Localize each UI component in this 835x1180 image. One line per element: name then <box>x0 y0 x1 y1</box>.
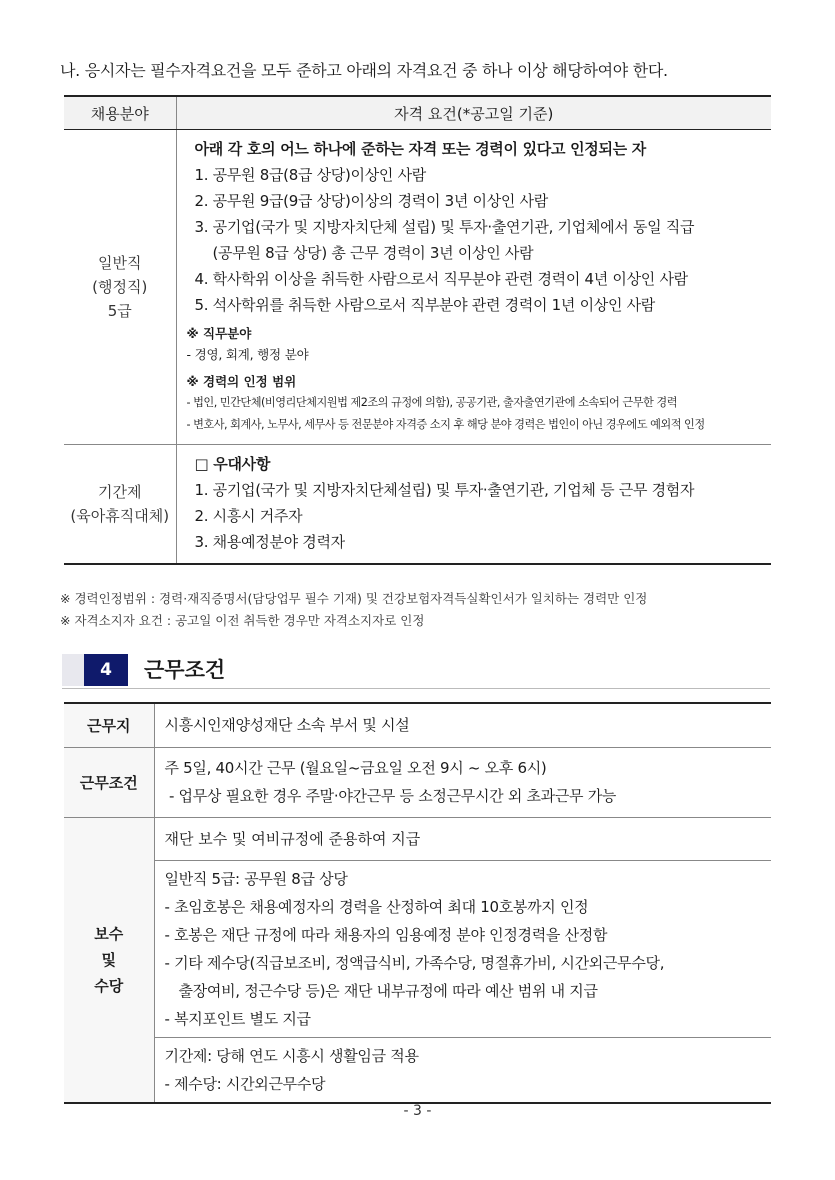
footnote: ※ 경력인정범위 : 경력·재직증명서(담당업무 필수 기재) 및 건강보험자격득실확인서가 일치하는 경력만 인정 <box>60 591 648 606</box>
field-text: - 경영, 회계, 행정 분야 <box>186 347 309 362</box>
footnotes <box>60 588 647 632</box>
conditions-value: 주 5일, 40시간 근무 (월요일~금요일 오전 9시 ~ 오후 6시) - 업무상 필요한 경우 주말·야간근무 등 소정근무시간 외 초과근무 가능 <box>154 747 771 817</box>
requirements-general <box>176 130 771 445</box>
table-row <box>64 817 771 1103</box>
list-item: 1. 공기업(국가 및 지방자치단체설립) 및 투자·출연기관, 기업체 등 근무 경험자 <box>194 481 695 499</box>
table-row <box>64 703 771 747</box>
list-item-continued: (공무원 8급 상당) 총 근무 경력이 3년 이상인 사람 <box>212 244 534 262</box>
footnote: ※ 자격소지자 요건 : 공고일 이전 취득한 경우만 자격소지자로 인정 <box>60 613 425 628</box>
conditions-label: 근무조건 <box>64 747 154 817</box>
list-item: 3. 공기업(국가 및 지방자치단체 설립) 및 투자·출연기관, 기업체에서 동일 직급 <box>194 218 695 236</box>
list-item: 5. 석사학위를 취득한 사람으로서 직부분야 관련 경력이 1년 이상인 사람 <box>194 296 655 314</box>
header-field: 채용분야 <box>64 96 176 130</box>
section-heading <box>62 652 770 689</box>
career-line: - 변호사, 회계사, 노무사, 세무사 등 전문분야 자격증 소지 후 해당 분야 경력은 법인이 아닌 경우에도 예외적 인정 <box>186 418 705 431</box>
pay-label: 보수 및 수당 <box>64 817 154 1103</box>
workplace-value: 시흥시인재양성재단 소속 부서 및 시설 <box>154 703 771 747</box>
page-number: - 3 - <box>403 1103 432 1119</box>
list-item: 3. 채용예정분야 경력자 <box>194 533 345 551</box>
pay-value <box>154 817 771 1103</box>
intro-text: 나. 응시자는 필수자격요건을 모두 준하고 아래의 자격요건 중 하나 이상 해당하여야 한다. <box>60 61 668 80</box>
pay-intro: 재단 보수 및 여비규정에 준용하여 지급 <box>155 818 772 861</box>
section-title: 근무조건 <box>144 658 226 682</box>
list-item: 1. 공무원 8급(8급 상당)이상인 사람 <box>194 166 426 184</box>
header-requirements: 자격 요건(*공고일 기준) <box>176 96 771 130</box>
preference-heading: □ 우대사항 <box>194 455 271 473</box>
list-item: 2. 공무원 9급(9급 상당)이상의 경력이 3년 이상인 사람 <box>194 192 548 210</box>
qualification-table <box>64 95 771 565</box>
pay-general: 일반직 5급: 공무원 8급 상당 - 초임호봉은 채용예정자의 경력을 산정하여 최대 10호봉까지 인정 - 호봉은 재단 규정에 따라 채용자의 임용예정 분야 인정경력을 산정함 - 기타 제수당(직급보조비, 정액급식비, 가족수당, 명절휴가비, 시간외근무수당, 출장여비, 정근수당 등)은 재단 내부규정에 따라 예산 범위 내 지급 - 복지포인트 별도 지급 <box>155 861 772 1038</box>
category-general: 일반직 (행정직) 5급 <box>64 130 176 445</box>
work-conditions-table <box>64 702 771 1104</box>
category-contract: 기간제 (육아휴직대체) <box>64 445 176 565</box>
section-band <box>62 654 84 686</box>
requirements-lead: 아래 각 호의 어느 하나에 준하는 자격 또는 경력이 있다고 인정되는 자 <box>194 140 646 158</box>
table-row <box>64 747 771 817</box>
requirements-contract <box>176 445 771 565</box>
workplace-label: 근무지 <box>64 703 154 747</box>
field-heading: ※ 직무분야 <box>186 326 252 341</box>
career-heading: ※ 경력의 인정 범위 <box>186 374 297 389</box>
table-row <box>64 130 771 445</box>
section-number: 4 <box>84 654 128 686</box>
pay-contract: 기간제: 당해 연도 시흥시 생활임금 적용 - 제수당: 시간외근무수당 <box>164 1046 419 1093</box>
table-row <box>64 445 771 565</box>
career-line: - 법인, 민간단체(비영리단체지원법 제2조의 규정에 의함), 공공기관, 출자출연기관에 소속되어 근무한 경력 <box>186 396 678 409</box>
list-item: 4. 학사학위 이상을 취득한 사람으로서 직무분야 관련 경력이 4년 이상인 사람 <box>194 270 688 288</box>
list-item: 2. 시흥시 거주자 <box>194 507 303 525</box>
